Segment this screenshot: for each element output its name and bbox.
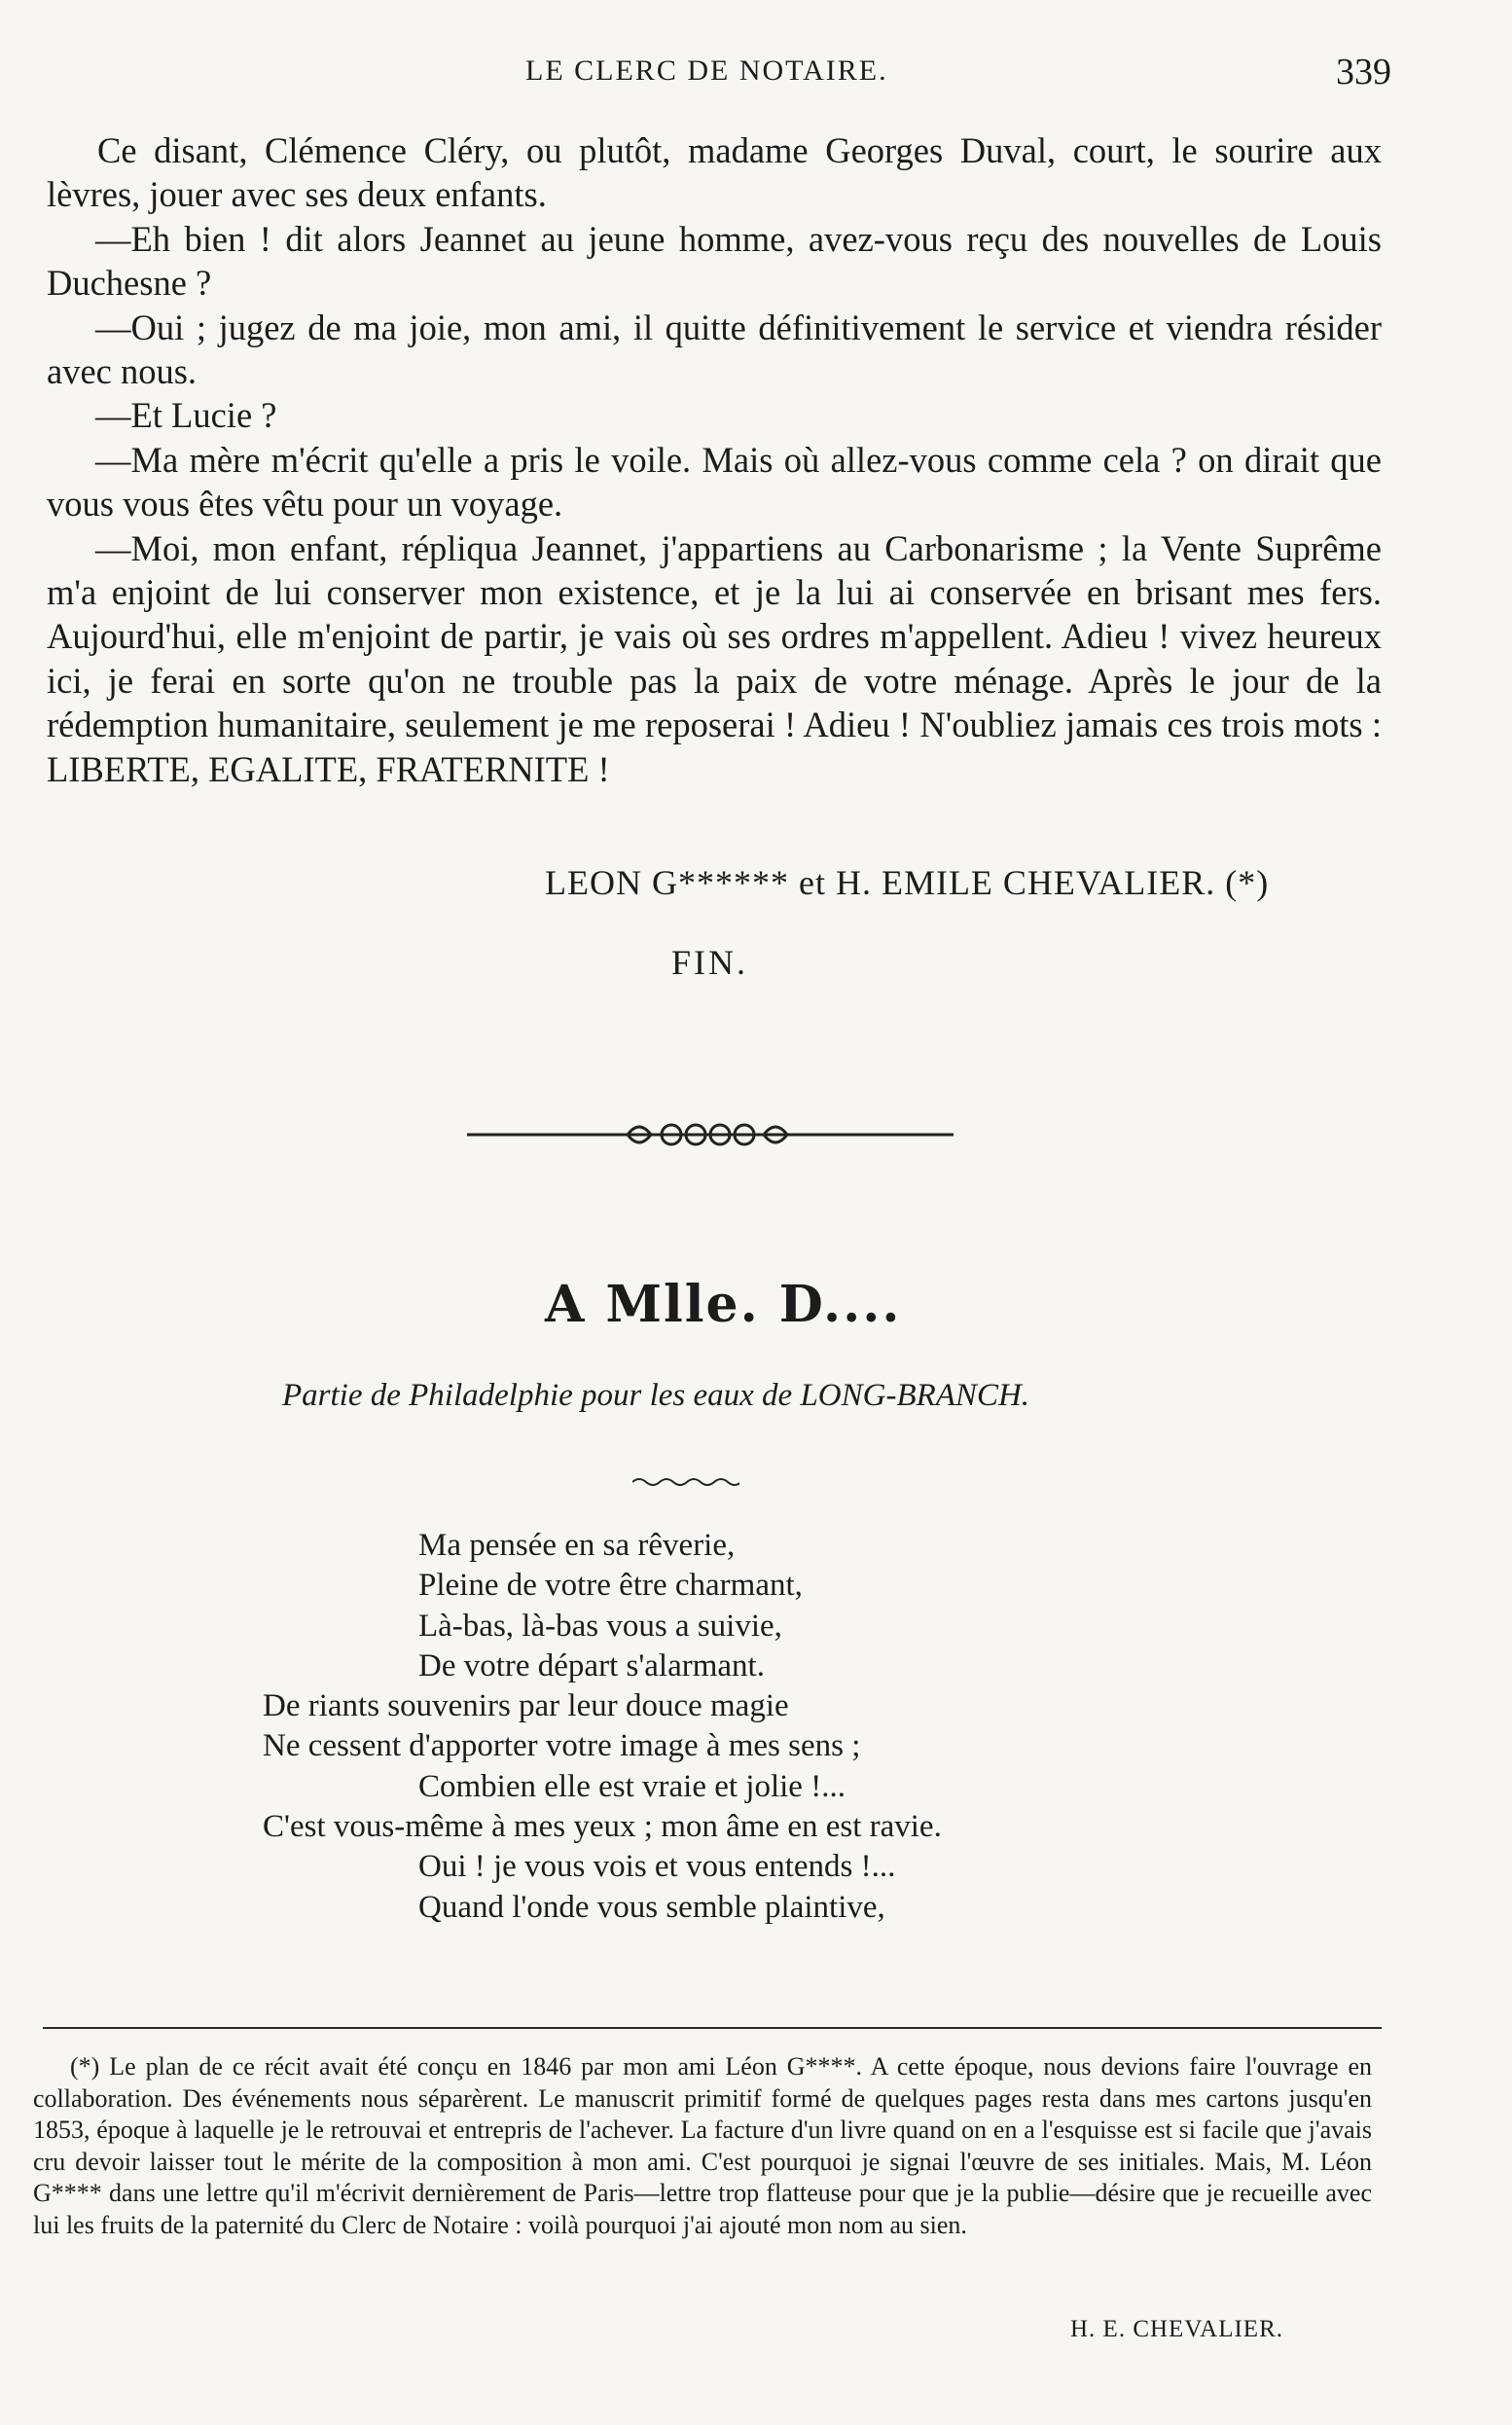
- poem-verse: Combien elle est vraie et jolie !...: [418, 1768, 846, 1804]
- paragraph: —Et Lucie ?: [95, 395, 277, 436]
- poem-verse: De riants souvenirs par leur douce magie: [263, 1688, 789, 1724]
- running-head: [39, 51, 1391, 93]
- paragraph: —Moi, mon enfant, répliqua Jeannet, j'appartiens au Carbonarisme ; la Vente Suprême m'a enjoint de lui conserver mon existence, et je la lui ai conservée en brisant mes fers. Aujourd'hui, elle m'enjoint de partir, je vais où ses ordres m'appellent. Adieu ! vivez heureux ici, je ferai en sorte qu'on ne trouble pas la paix de votre ménage. Après le jour de la rédemption humanitaire, seulement je me reposerai ! Adieu ! N'oubliez jamais ces trois mots : LIBERTE, EGALITE, FRATERNITE !: [47, 527, 1382, 789]
- fin-label: FIN.: [671, 943, 749, 982]
- running-title: LE CLERC DE NOTAIRE.: [525, 54, 888, 87]
- tilde-divider-icon: [632, 1475, 739, 1489]
- paragraph: —Oui ; jugez de ma joie, mon ami, il quitte définitivement le service et viendra résider avec nous.: [47, 307, 1382, 392]
- footnote-signature: H. E. CHEVALIER.: [1070, 2316, 1284, 2342]
- authors-signature: LEON G****** et H. EMILE CHEVALIER. (*): [545, 863, 1270, 902]
- footnote-rule: [43, 2027, 1382, 2029]
- poem-verse: Quand l'onde vous semble plaintive,: [418, 1889, 885, 1925]
- poem-verse: Ma pensée en sa rêverie,: [418, 1528, 736, 1563]
- paragraph: Ce disant, Clémence Cléry, ou plutôt, madame Georges Duval, court, le sourire aux lèvres, jouer avec ses deux enfants.: [47, 130, 1382, 215]
- poem-verse: Oui ! je vous vois et vous entends !...: [418, 1849, 896, 1885]
- paragraph: —Ma mère m'écrit qu'elle a pris le voile. Mais où allez-vous comme cela ? on dirait que vous vous êtes vêtu pour un voyage.: [47, 439, 1382, 525]
- paragraph: —Eh bien ! dit alors Jeannet au jeune homme, avez-vous reçu des nouvelles de Louis Duchesne ?: [47, 218, 1382, 304]
- poem-title: A Mlle. D....: [545, 1275, 902, 1334]
- page-number: 339: [1336, 52, 1391, 92]
- poem-verse: Ne cessent d'apporter votre image à mes sens ;: [263, 1728, 861, 1764]
- ornament-divider-icon: [467, 1109, 954, 1158]
- poem-verse: De votre départ s'alarmant.: [418, 1647, 765, 1683]
- poem: [263, 1526, 1333, 1928]
- footnote: (*) Le plan de ce récit avait été conçu en 1846 par mon ami Léon G****. A cette époque, nous devions faire l'ouvrage en collaboration. Des événements nous séparèrent. Le manuscrit primitif formé de quelques pages resta dans mes cartons jusqu'en 1853, époque à laquelle je le retrouvai et entrepris de l'achever. La facture d'un livre quand on en a l'esquisse est si facile que j'avais cru devoir laisser tout le mérite de la composition à mon ami. C'est pourquoi je signai l'œuvre de ses initiales. Mais, M. Léon G**** dans une lettre qu'il m'écrivit dernièrement de Paris—lettre trop flatteuse pour que je la publie—désire que je recueille avec lui les fruits de la paternité du Clerc de Notaire : voilà pourquoi j'ai ajouté mon nom au sien.: [33, 2052, 1372, 2239]
- poem-verse: C'est vous-même à mes yeux ; mon âme en est ravie.: [263, 1809, 942, 1845]
- body-text: [47, 128, 1382, 791]
- poem-verse: Là-bas, là-bas vous a suivie,: [418, 1608, 782, 1644]
- poem-verse: Pleine de votre être charmant,: [418, 1568, 803, 1604]
- poem-subtitle: Partie de Philadelphie pour les eaux de LONG-BRANCH.: [282, 1378, 1030, 1413]
